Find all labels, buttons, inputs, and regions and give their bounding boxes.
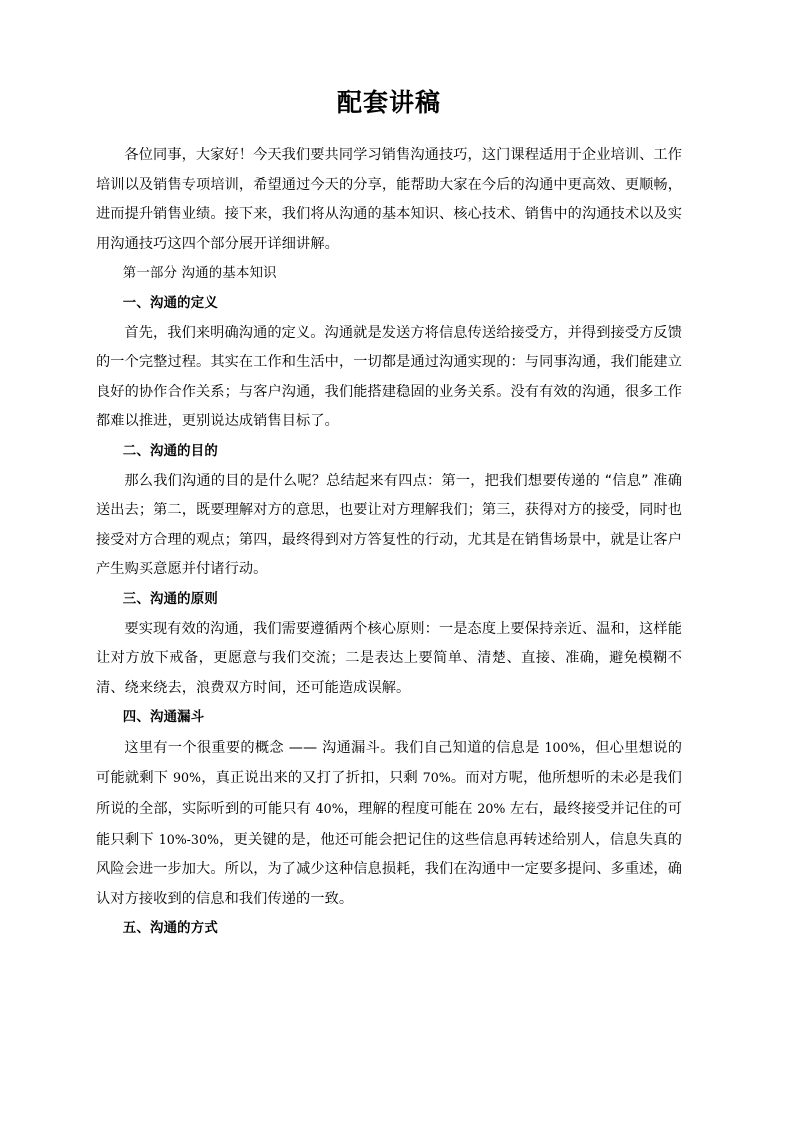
text-run: ，理解的程度可能在	[343, 801, 478, 818]
section-3-paragraph: 要实现有效的沟通，我们需要遵循两个核心原则：一是态度上要保持亲近、温和，这样能让对方放下戒备，更愿意与我们交流；二是表达上要简单、清楚、直接、准确，避免模糊不清、绕来绕去，浪费双方时间，还可能造成误解。	[96, 620, 682, 696]
document-content	[96, 0, 682, 944]
text-run: ，但心里想说的可能就剩下	[96, 739, 682, 787]
text-run: 。而对方呢，他所想听的未必是我们所说的全部，实际听到的可能只有	[96, 770, 682, 818]
section-4-paragraph	[96, 733, 682, 915]
percentage-value-70: 70%	[422, 770, 451, 786]
section-1-heading: 一、沟通的定义	[122, 294, 218, 311]
percentage-value-40: 40%	[315, 801, 344, 817]
text-run: ，更关键的是，他还可能会把记住的这些信息再转述给别人，信息失真的风险会进一步加大。所以，为了减少这种信息损耗，我们在沟通中一定要多提问、多重述，确认对方接收到的信息和我们传递的一致。	[96, 831, 683, 907]
section-2-heading: 二、沟通的目的	[122, 442, 218, 459]
section-2-paragraph: 那么我们沟通的目的是什么呢？总结起来有四点：第一，把我们想要传递的 “信息” 准确送出去；第二，既要理解对方的意思，也要让对方理解我们；第三，获得对方的接受，同时也接受对方合理的观点；第四，最终得到对方答复性的行动，尤其是在销售场景中，就是让客户产生购买意愿并付诸行动。	[96, 472, 682, 578]
section-5-heading: 五、沟通的方式	[122, 920, 218, 937]
section-4-heading: 四、沟通漏斗	[122, 709, 205, 726]
percentage-value-20: 20%	[477, 801, 506, 817]
section-3-heading: 三、沟通的原则	[122, 590, 218, 607]
percentage-value-10-30: 10%-30%	[158, 831, 219, 847]
part-one-heading: 第一部分 沟通的基本知识	[122, 266, 277, 282]
intro-paragraph: 各位同事，大家好！今天我们要共同学习销售沟通技巧，这门课程适用于企业培训、工作培训以及销售专项培训，希望通过今天的分享，能帮助大家在今后的沟通中更高效、更顺畅，进而提升销售业绩。接下来，我们将从沟通的基本知识、核心技术、销售中的沟通技术以及实用沟通技巧这四个部分展开详细讲解。	[96, 147, 682, 252]
percentage-value-90: 90%	[173, 770, 202, 786]
text-run: 左右，最终接受并记住的可能只剩下	[96, 801, 683, 848]
section-1-paragraph: 首先，我们来明确沟通的定义。沟通就是发送方将信息传送给接受方，并得到接受方反馈的一个完整过程。其实在工作和生活中，一切都是通过沟通实现的：与同事沟通，我们能建立良好的协作合作关系；与客户沟通，我们能搭建稳固的业务关系。没有有效的沟通，很多工作都难以推进，更别说达成销售目标了。	[96, 324, 682, 430]
text-run: ，真正说出来的又打了折扣，只剩	[201, 770, 423, 787]
percentage-value-100: 100%	[544, 739, 581, 755]
page-title: 配套讲稿	[336, 88, 441, 117]
text-run: 这里有一个很重要的概念 —— 沟通漏斗。我们自己知道的信息是	[124, 739, 545, 756]
